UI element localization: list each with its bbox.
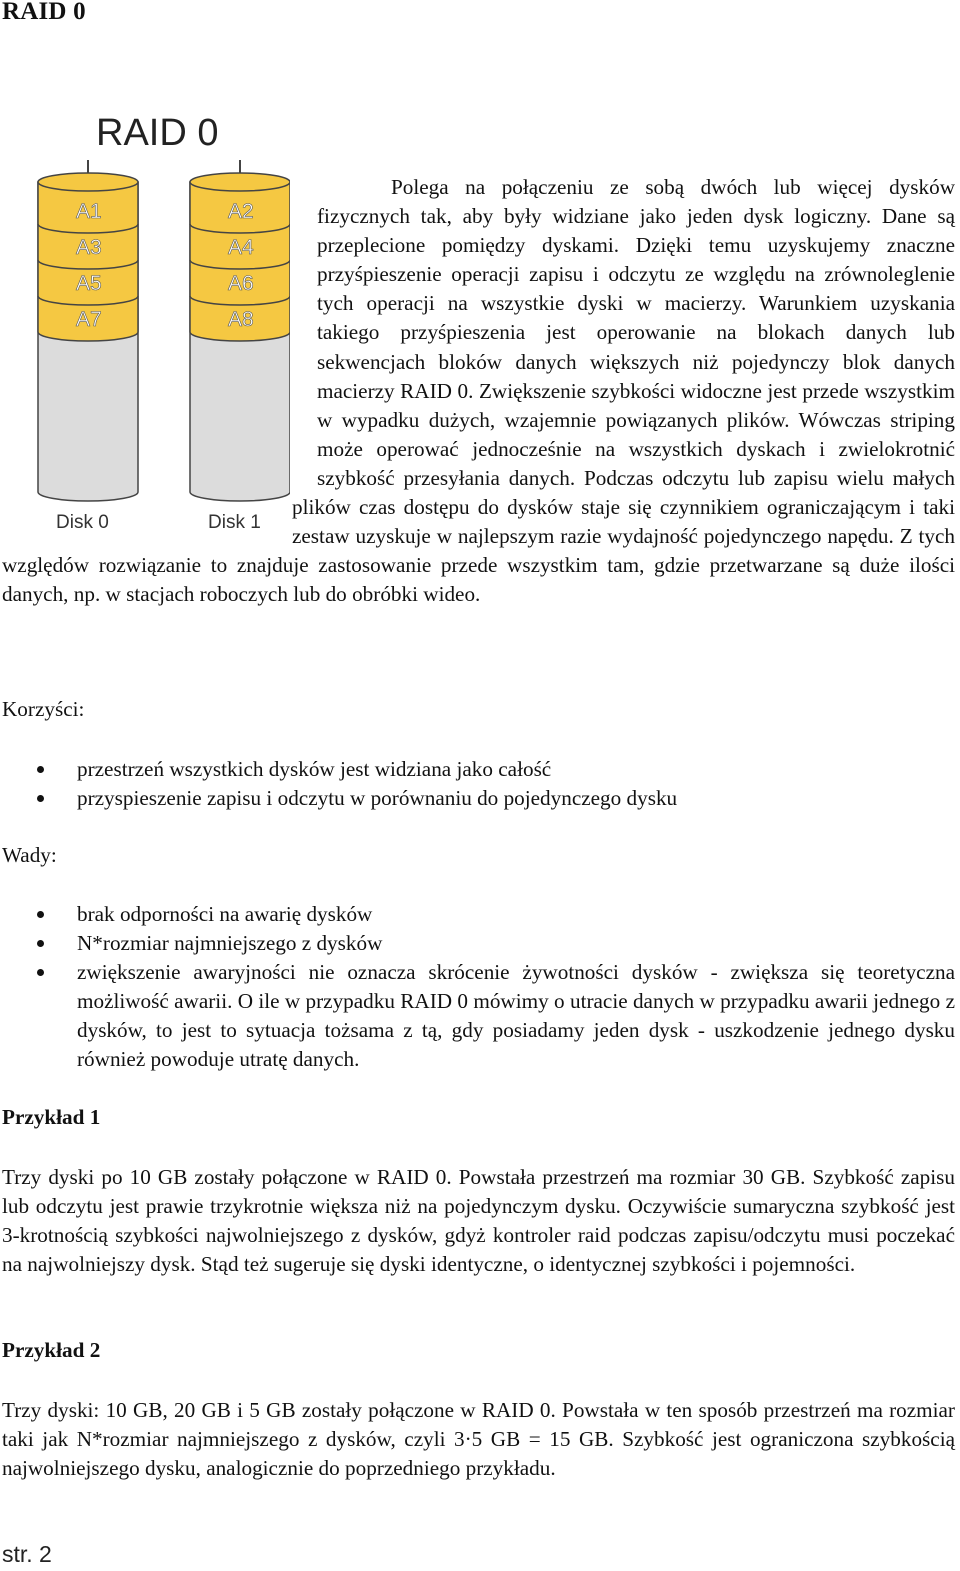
list-item: przyspieszenie zapisu i odczytu w porównaniu do pojedynczego dysku — [0, 784, 955, 813]
list-item: N*rozmiar najmniejszego z dysków — [0, 929, 955, 958]
page-title: RAID 0 — [2, 0, 86, 25]
block-label: A8 — [228, 308, 254, 331]
disk-label: Disk 0 — [56, 512, 109, 533]
block-label: A7 — [76, 308, 102, 331]
example1-heading: Przykład 1 — [2, 1105, 101, 1129]
intro-text: Polega na połączeniu ze sobą dwóch lub więcej dysków fizycznych tak, aby były widziane jako jeden dysk logiczny. Dane są przeplecione pomiędzy dyskami. Dzięki temu uzyskujemy znaczne przyśpieszenie operacji zapisu i odczytu ze względu na zrównoleglenie tych operacji na wszystkie dyski w macierzy. Warunkiem uzyskania takiego przyśpieszenia jest operowanie na blokach danych lub sekwencjach bloków danych większych niż pojedynczy blok danych macierzy RAID 0. Zwiększenie szybkości widoczne jest przede wszystkim w wypadku dużych, wzajemnie powiązanych plików. Wówczas striping może operować jednocześnie na wszystkich dyskach i zwielokrotnić szybkość przesyłania danych. Podczas odczytu lub zapisu wielu małych plików czas dostępu do dysków staje się czynnikiem ograniczającym i taki zestaw uzyskuje w najlepszym razie wydajność pojedynczego napędu. Z tych względów rozwiązanie to znajduje zastosowanie przede wszystkim tam, gdzie przetwarzane są duże ilości danych, np. w stacjach roboczych lub do obróbki wideo. — [2, 175, 955, 607]
block-label: A1 — [76, 200, 102, 223]
block-label: A4 — [228, 236, 254, 259]
bullet-icon — [37, 969, 44, 976]
list-item: zwiększenie awaryjności nie oznacza skrócenie żywotności dysków - zwiększa się teoretyczna możliwość awarii. O ile w przypadku RAID 0 mówimy o utracie danych w przypadku awarii jednego z dysków, to jest to sytuacja tożsama z tą, gdy posiadamy jeden dysk - uszkodzenie jednego dysku również powoduje utratę danych. — [0, 958, 955, 1074]
page-number: str. 2 — [2, 1541, 52, 1567]
block-label: A6 — [228, 272, 254, 295]
example1-text: Trzy dyski po 10 GB zostały połączone w RAID 0. Powstała przestrzeń ma rozmiar 30 GB. Szybkość zapisu lub odczytu jest prawie trzykrotnie większa niż na pojedynczym dysku. Oczywiście sumaryczna szybkość jest 3-krotnością szybkości najwolniejszego z dysków, gdyż kontroler raid podczas zapisu/odczytu musi poczekać na najwolniejszy dysk. Stąd też sugeruje się dyski identyczne, o identycznej szybkości i pojemności. — [2, 1165, 955, 1277]
benefits-list — [0, 755, 955, 813]
bullet-icon — [37, 911, 44, 918]
drawbacks-list — [0, 900, 955, 1075]
list-item: przestrzeń wszystkich dysków jest widziana jako całość — [0, 755, 955, 784]
bullet-icon — [37, 940, 44, 947]
drawbacks-label: Wady: — [2, 843, 57, 867]
benefits-label: Korzyści: — [2, 697, 85, 721]
list-item: brak odporności na awarię dysków — [0, 900, 955, 929]
block-label: A2 — [228, 200, 254, 223]
diagram-title: RAID 0 — [96, 112, 219, 154]
block-label: A3 — [76, 236, 102, 259]
block-label: A5 — [76, 272, 102, 295]
bullet-icon — [37, 766, 44, 773]
bullet-icon — [37, 795, 44, 802]
disk-label: Disk 1 — [208, 512, 261, 533]
intro-paragraph — [2, 173, 955, 609]
example2-heading: Przykład 2 — [2, 1338, 101, 1362]
example2-text: Trzy dyski: 10 GB, 20 GB i 5 GB zostały połączone w RAID 0. Powstała w ten sposób przestrzeń ma rozmiar taki jak N*rozmiar najmniejszego z dysków, czyli 3·5 GB = 15 GB. Szybkość jest ograniczona szybkością najwolniejszego dysku, analogicznie do poprzedniego przykładu. — [2, 1398, 955, 1481]
